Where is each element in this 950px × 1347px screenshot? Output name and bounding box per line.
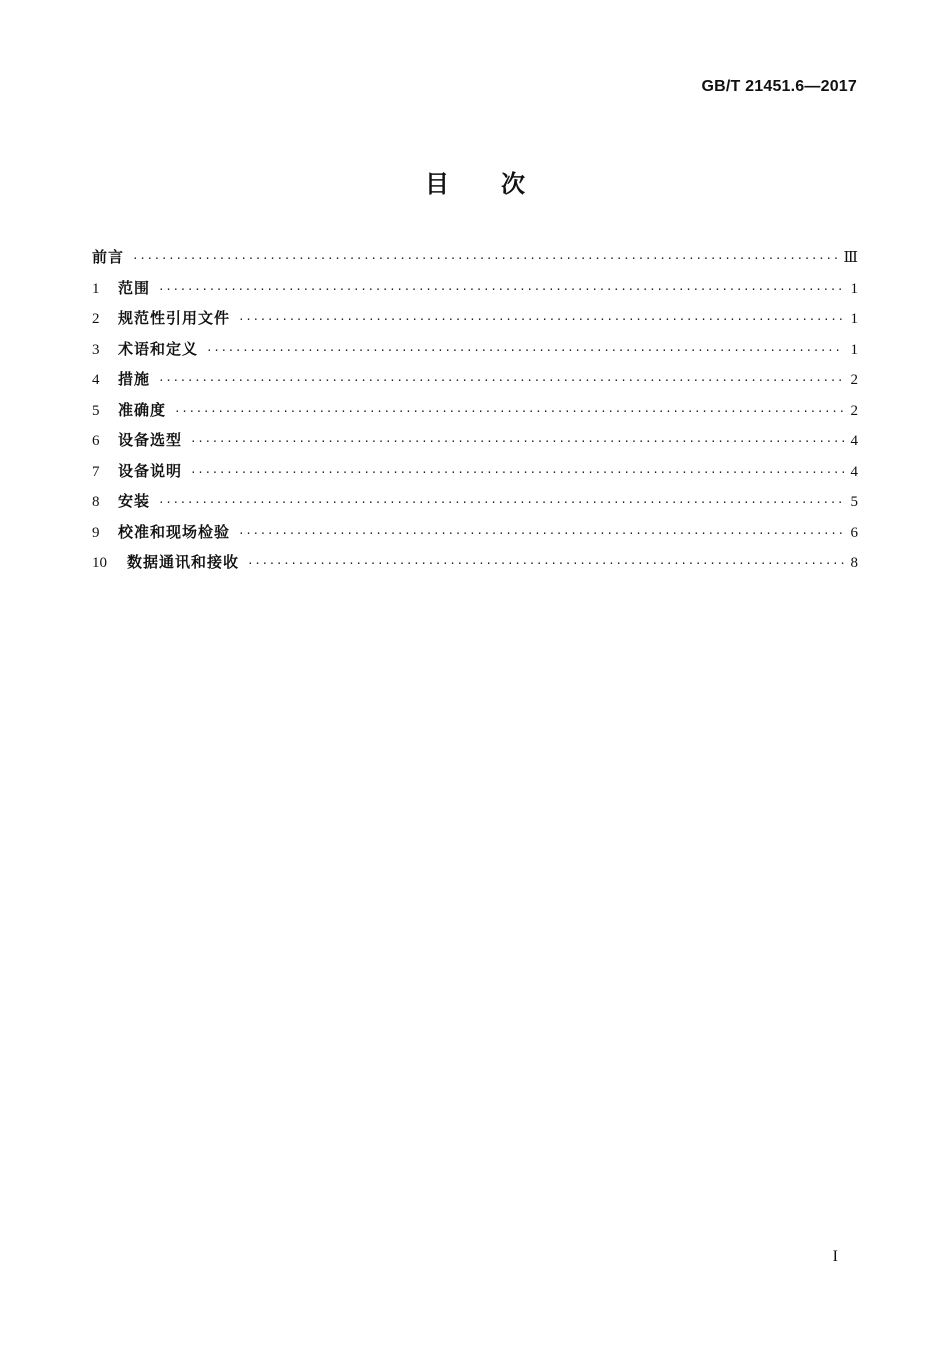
toc-entry-number: 10 bbox=[92, 555, 107, 571]
toc-entry-page: 1 bbox=[850, 341, 858, 358]
toc-entry-page: 4 bbox=[850, 433, 858, 449]
toc-entry-label: 范围 bbox=[118, 278, 151, 297]
toc-entry-page: 1 bbox=[850, 311, 858, 327]
toc-title-char-1: 目 bbox=[425, 170, 449, 198]
toc-entry-number: 2 bbox=[92, 311, 100, 327]
toc-entry-data-communication[interactable] bbox=[92, 551, 858, 582]
toc-entry-number: 6 bbox=[92, 433, 100, 449]
toc-leader-dots bbox=[174, 405, 844, 418]
toc-entry-terms-definitions[interactable] bbox=[92, 338, 858, 369]
toc-entry-label: 安装 bbox=[118, 492, 151, 510]
toc-entry-page: 1 bbox=[850, 280, 858, 297]
toc-entry-page: 5 bbox=[850, 494, 858, 510]
toc-entry-page: 6 bbox=[850, 524, 858, 541]
toc-entry-measures[interactable] bbox=[92, 368, 858, 399]
toc-entry-page: 2 bbox=[850, 402, 858, 419]
toc-entry-number: 3 bbox=[92, 341, 100, 358]
toc-entry-page: 2 bbox=[850, 372, 858, 388]
toc-entry-scope[interactable] bbox=[92, 277, 858, 308]
toc-entry-number: 1 bbox=[92, 280, 100, 297]
toc-entry-normative-references[interactable] bbox=[92, 307, 858, 338]
toc-entry-number: 5 bbox=[92, 402, 100, 419]
toc-entry-number: 7 bbox=[92, 463, 100, 480]
toc-entry-label: 校准和现场检验 bbox=[118, 522, 231, 541]
toc-title bbox=[0, 164, 950, 199]
toc-list bbox=[92, 246, 858, 582]
toc-leader-dots bbox=[190, 435, 844, 448]
toc-entry-label: 数据通讯和接收 bbox=[127, 553, 240, 571]
toc-entry-label: 准确度 bbox=[118, 400, 167, 419]
toc-entry-foreword[interactable] bbox=[92, 246, 858, 277]
toc-entry-label: 前言 bbox=[92, 248, 125, 266]
toc-entry-label: 术语和定义 bbox=[118, 339, 199, 358]
toc-leader-dots bbox=[238, 313, 844, 326]
toc-entry-number: 8 bbox=[92, 494, 100, 510]
toc-leader-dots bbox=[190, 466, 844, 479]
toc-entry-label: 设备选型 bbox=[118, 431, 183, 449]
toc-entry-installation[interactable] bbox=[92, 490, 858, 521]
toc-entry-number: 4 bbox=[92, 372, 100, 388]
toc-entry-page: 8 bbox=[850, 555, 858, 571]
toc-leader-dots bbox=[206, 344, 844, 357]
toc-leader-dots bbox=[158, 374, 844, 387]
toc-entry-accuracy[interactable] bbox=[92, 399, 858, 430]
toc-title-char-2: 次 bbox=[501, 170, 525, 198]
toc-entry-label: 措施 bbox=[118, 370, 151, 388]
toc-leader-dots bbox=[247, 557, 844, 570]
toc-entry-number: 9 bbox=[92, 524, 100, 541]
toc-entry-equipment-description[interactable] bbox=[92, 460, 858, 491]
toc-entry-equipment-selection[interactable] bbox=[92, 429, 858, 460]
toc-leader-dots bbox=[158, 283, 844, 296]
toc-entry-label: 规范性引用文件 bbox=[118, 309, 231, 327]
standard-number: GB/T 21451.6—2017 bbox=[701, 78, 857, 95]
toc-leader-dots bbox=[158, 496, 844, 509]
toc-leader-dots bbox=[238, 527, 844, 540]
page-number: I bbox=[832, 1248, 838, 1265]
toc-entry-page: Ⅲ bbox=[843, 250, 858, 266]
toc-entry-calibration[interactable] bbox=[92, 521, 858, 552]
toc-leader-dots bbox=[132, 252, 840, 265]
toc-entry-page: 4 bbox=[850, 463, 858, 480]
toc-entry-label: 设备说明 bbox=[118, 461, 183, 480]
